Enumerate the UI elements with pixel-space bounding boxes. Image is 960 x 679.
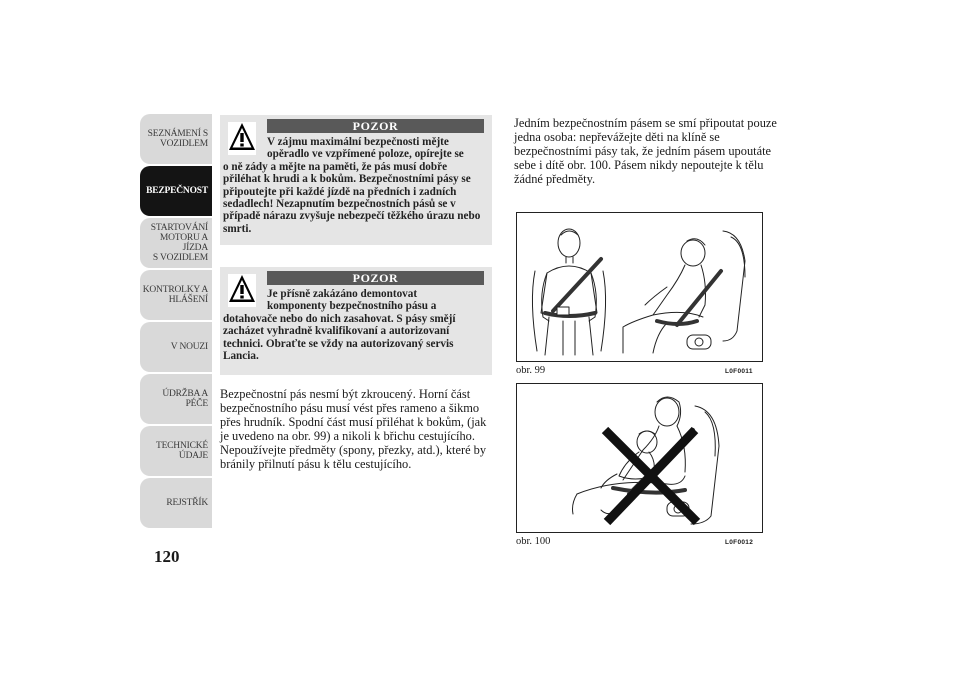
- warning-rest: o ně zády a mějte na paměti, že pás musí dobře přiléhat k hrudi a k bokům. Bezpečnostními pásy se připoutejte při každé jízdě na předních i zadních sedadlech! Nezapnutím bezpečnostních pásů se v případě nárazu zvyšuje nebezpečí těžkého úrazu nebo smrti.: [223, 160, 481, 235]
- belted-passengers-illustration: [517, 213, 762, 361]
- warning-first-line: Je přísně zakázáno demontovat: [267, 288, 418, 300]
- warning-title: POZOR: [267, 119, 484, 133]
- tab-startovani-motoru[interactable]: [140, 218, 212, 268]
- tab-label: KONTROLKY A HLÁŠENÍ: [142, 285, 208, 305]
- warning-box-no-tampering: [220, 267, 492, 375]
- figure-100-code: L0F0012: [725, 539, 754, 546]
- tab-label: STARTOVÁNÍ MOTORU A JÍZDA S VOZIDLEM: [150, 223, 208, 263]
- warning-first-line: V zájmu maximální bezpečnosti mějte: [267, 136, 449, 148]
- tab-seznameni-s-vozidlem[interactable]: [140, 114, 212, 164]
- tab-bezpecnost[interactable]: [140, 166, 212, 216]
- belt-routing-paragraph: Bezpečnostní pás nesmí být zkroucený. Horní část bezpečnostního pásu musí vést přes rameno a šikmo přes hrudník. Spodní část musí přiléhat k bokům, (jak je uvedeno na obr. 99) a nikoli k břichu cestujícího. Nepoužívejte předměty (spony, přezky, atd.), které by bránily přilnutí pásu k tělu cestujícího.: [220, 387, 487, 471]
- tab-label: TECHNICKÉ ÚDAJE: [155, 441, 208, 461]
- warning-title: POZOR: [267, 271, 484, 285]
- figure-99-code: L0F0011: [725, 368, 753, 375]
- tab-label: ÚDRŽBA A PÉČE: [162, 389, 208, 409]
- tab-rejstrik[interactable]: [140, 478, 212, 528]
- tab-technicke-udaje[interactable]: [140, 426, 212, 476]
- child-on-lap-illustration: [517, 384, 762, 532]
- tab-label: V NOUZI: [170, 342, 208, 352]
- warning-second-line: opěradlo ve vzpřímené poloze, opírejte se: [267, 148, 464, 161]
- tab-v-nouzi[interactable]: [140, 322, 212, 372]
- figure-100-caption: obr. 100: [516, 536, 551, 547]
- one-person-paragraph: Jedním bezpečnostním pásem se smí připoutat pouze jedna osoba: nepřevážejte děti na klíně se bezpečnostními pásy tak, že jedním pásem upoutáte sebe i dítě obr. 100. Pásem nikdy nepoutejte k tělu žádné předměty.: [514, 116, 777, 186]
- warning-text: [223, 136, 484, 235]
- tab-label: SEZNÁMENÍ S VOZIDLEM: [147, 129, 208, 149]
- warning-second-line: komponenty bezpečnostního pásu a: [267, 300, 437, 313]
- warning-triangle-icon: [228, 122, 256, 155]
- warning-text: [223, 288, 484, 362]
- tab-udrzba-a-pece[interactable]: [140, 374, 212, 424]
- tab-label: BEZPEČNOST: [146, 186, 208, 196]
- page-number: 120: [154, 547, 180, 566]
- figure-99-correct-belt: [516, 212, 763, 362]
- chapter-tabs: [140, 114, 212, 530]
- warning-triangle-icon: [228, 274, 256, 307]
- tab-label: REJSTŘÍK: [166, 498, 208, 508]
- warning-box-seat-position: [220, 115, 492, 245]
- figure-99-caption: obr. 99: [516, 365, 546, 376]
- warning-rest: dotahovače nebo do nich zasahovat. S pásy smějí zacházet vyhradně kvalifikovaní a autorizovaní technici. Obraťte se vždy na autorizovaný servis Lancia.: [223, 312, 456, 363]
- figure-100-child-on-lap-prohibited: [516, 383, 763, 533]
- tab-kontrolky-a-hlaseni[interactable]: [140, 270, 212, 320]
